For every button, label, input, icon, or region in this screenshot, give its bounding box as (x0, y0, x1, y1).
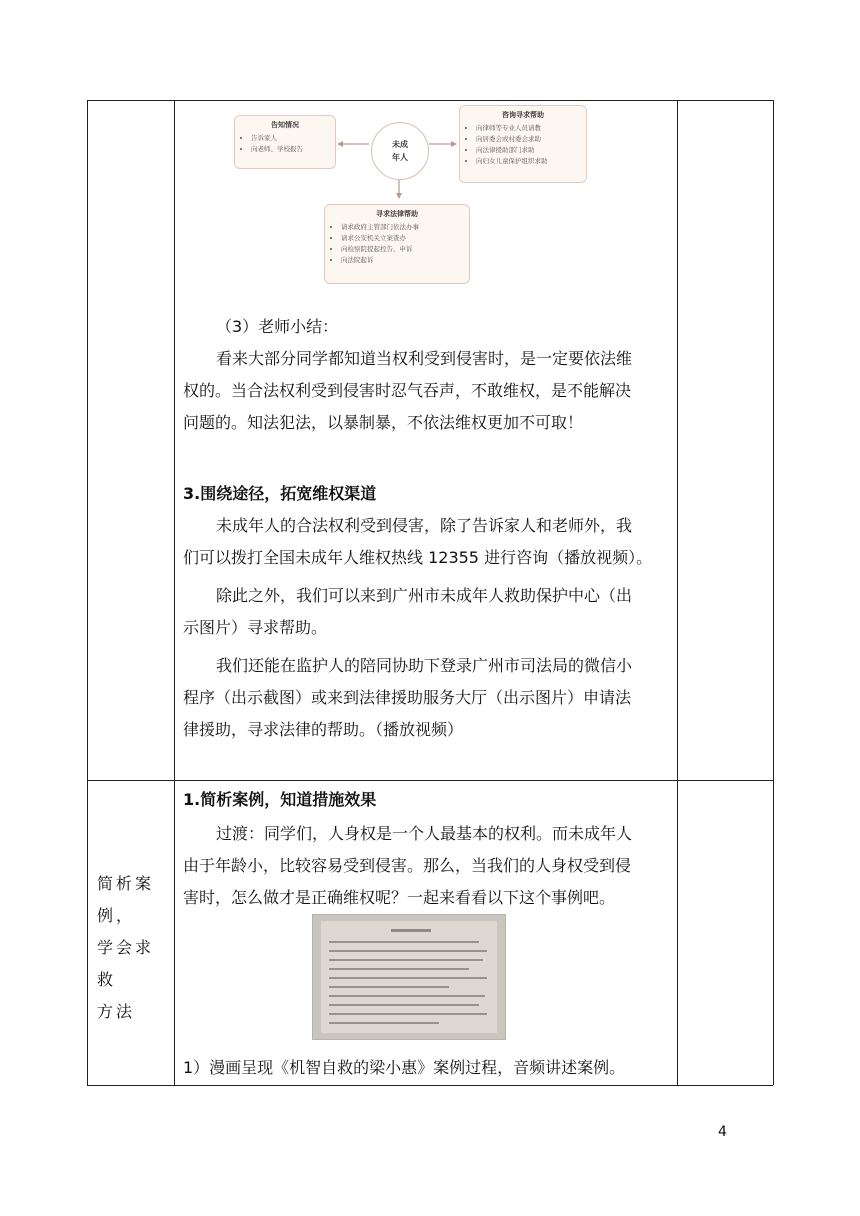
inform-item: • 告诉家人 (251, 133, 329, 144)
photo-text-line (329, 1013, 487, 1015)
paragraph-line: 过渡：同学们，人身权是一个人最基本的权利。而未成年人 (216, 824, 633, 843)
photo-text-line (329, 1004, 479, 1006)
arrowhead-left (337, 141, 343, 147)
table-border-right (773, 100, 774, 1085)
consult-title: 咨询寻求帮助 (502, 111, 544, 119)
photo-text-line (329, 977, 487, 979)
paragraph-line: 我们还能在监护人的陪同协助下登录广州市司法局的微信小 (216, 656, 633, 675)
paragraph-line: 律援助，寻求法律的帮助。（播放视频） (183, 720, 464, 739)
minor-circle (371, 122, 429, 180)
legal-box (324, 204, 470, 284)
paragraph-line: 们可以拨打全国未成年人维权热线 12355 进行咨询（播放视频）。 (183, 548, 653, 567)
legal-item: • 向法院起诉 (341, 255, 463, 266)
consult-item: • 向法律援助部门求助 (476, 145, 580, 156)
summary-line: 问题的。知法犯法，以暴制暴，不依法维权更加不可取！ (183, 413, 584, 432)
photo-text-line (329, 950, 487, 952)
table-border-bottom (87, 1085, 773, 1086)
summary-line: 看来大部分同学都知道当权利受到侵害时，是一定要依法维 (216, 349, 633, 368)
legal-item: • 请求公安机关立案查办 (341, 233, 463, 244)
table-border-top (87, 100, 773, 101)
side-label-line: 方法 (97, 1002, 136, 1021)
consult-box (459, 105, 587, 183)
arrowhead-right (451, 141, 457, 147)
legal-item: • 向检察院提起控告、申诉 (341, 244, 463, 255)
paragraph-line: 除此之外，我们可以来到广州市未成年人救助保护中心（出 (216, 586, 633, 605)
page-number: 4 (718, 1124, 727, 1140)
row-side-label (97, 868, 169, 1028)
side-label-line: 例， (97, 906, 136, 925)
photo-text-line (329, 986, 449, 988)
photo-text-line (329, 1022, 439, 1024)
consult-item: • 向律师等专业人员请教 (476, 123, 580, 134)
section-heading: 1.简析案例，知道措施效果 (183, 790, 377, 809)
case-text-photo (312, 914, 506, 1040)
legal-item: • 请求政府主管部门依法办事 (341, 222, 463, 233)
section-heading: 3.围绕途径，拓宽维权渠道 (183, 484, 377, 503)
paragraph-line: 由于年龄小，比较容易受到侵害。那么，当我们的人身权受到侵 (183, 856, 632, 875)
photo-text-line (329, 941, 479, 943)
photo-text-line (329, 959, 483, 961)
paragraph-line: 示图片）寻求帮助。 (183, 618, 328, 637)
summary-line: 权的。当合法权利受到侵害时忍气吞声，不敢维权，是不能解决 (183, 381, 632, 400)
row-divider (87, 780, 773, 781)
photo-text-line (329, 968, 469, 970)
photo-paper (321, 921, 497, 1033)
inform-box (234, 115, 336, 169)
consult-item: • 向妇女儿童保护组织求助 (476, 156, 580, 167)
paragraph-line: 未成年人的合法权利受到侵害，除了告诉家人和老师外，我 (216, 516, 633, 535)
minor-label: 未成 年人 (392, 140, 408, 162)
inform-item: • 向老师、学校报告 (251, 144, 329, 155)
legal-title: 寻求法律帮助 (376, 210, 418, 218)
case-caption: 1）漫画呈现《机智自救的梁小惠》案例过程，音频讲述案例。 (183, 1058, 626, 1077)
side-label-line: 学会求救 (97, 938, 155, 989)
teacher-summary-label: （3）老师小结： (216, 317, 339, 336)
table-divider-2 (677, 100, 678, 1085)
arrowhead-down (396, 193, 402, 199)
consult-item: • 向居委会或村委会求助 (476, 134, 580, 145)
photo-title-line (391, 929, 431, 932)
table-border-left (87, 100, 88, 1085)
table-divider-1 (174, 100, 175, 1085)
inform-title: 告知情况 (271, 121, 299, 129)
rights-protection-diagram (233, 104, 593, 284)
paragraph-line: 害时，怎么做才是正确维权呢？一起来看看以下这个事例吧。 (183, 888, 616, 907)
photo-text-line (329, 995, 485, 997)
side-label-line: 简析案 (97, 874, 155, 893)
paragraph-line: 程序（出示截图）或来到法律援助服务大厅（出示图片）申请法 (183, 688, 632, 707)
